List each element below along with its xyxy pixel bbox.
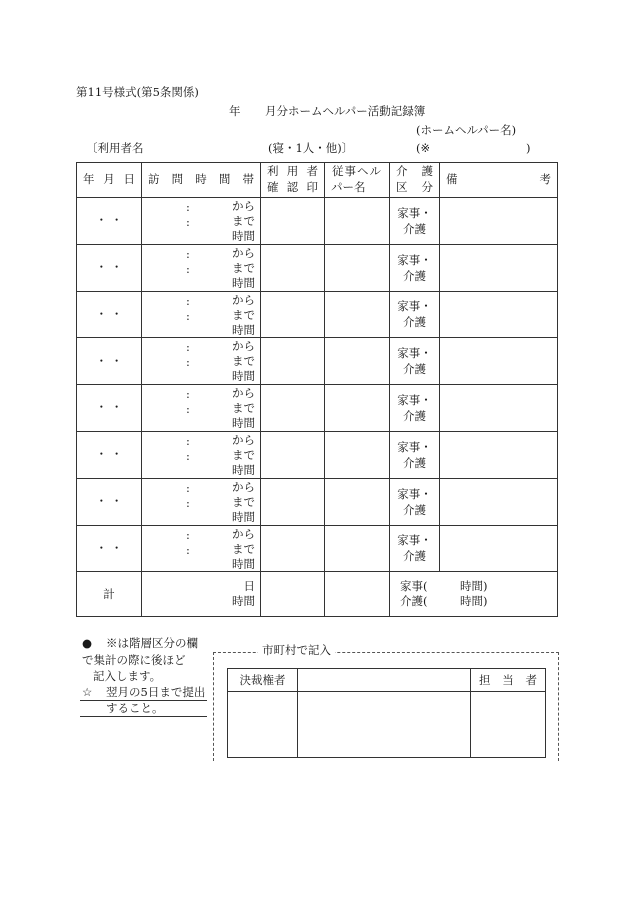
helper-name-cell[interactable]: [325, 525, 390, 572]
time-colon-end: :: [186, 448, 190, 463]
total-row: [77, 572, 558, 617]
time-until-label: まで: [232, 307, 255, 322]
header-kind-char: 区: [396, 180, 408, 194]
header-date-day: 日: [123, 172, 135, 187]
table-row: [77, 198, 558, 245]
kind-housework: 家事・: [397, 393, 432, 408]
visit-time-cell[interactable]: [142, 338, 261, 385]
total-care-hours: 時間): [460, 594, 488, 609]
table-row: [77, 431, 558, 478]
care-kind-cell[interactable]: [390, 525, 440, 572]
approval-header-row: [228, 669, 546, 692]
time-hours-label: 時間: [232, 416, 255, 431]
date-cell[interactable]: [77, 478, 142, 525]
helper-name-cell[interactable]: [325, 478, 390, 525]
time-from-label: から: [232, 292, 255, 307]
care-kind-cell[interactable]: [390, 385, 440, 432]
helper-name-cell[interactable]: [325, 431, 390, 478]
date-cell[interactable]: [77, 291, 142, 338]
header-time-char: 時: [195, 172, 207, 187]
date-cell[interactable]: [77, 338, 142, 385]
time-until-label: まで: [232, 401, 255, 416]
visit-time-cell[interactable]: [142, 478, 261, 525]
time-hours-label: 時間: [232, 509, 255, 524]
note-underline: [80, 700, 207, 701]
header-user-confirm: [261, 163, 325, 198]
header-time-char: 間: [218, 172, 231, 187]
note-star: ☆: [82, 685, 93, 699]
time-colon-end: :: [186, 215, 190, 229]
date-dots: ・ ・: [95, 493, 123, 508]
time-until-label: まで: [232, 260, 255, 275]
date-dots: ・ ・: [95, 400, 123, 415]
time-colon-start: :: [186, 387, 190, 402]
header-remarks-char: 備: [446, 172, 458, 187]
municipal-box-label: 市町村で記入: [258, 645, 335, 657]
time-colon-start: :: [186, 433, 190, 448]
time-colon-end: :: [186, 355, 190, 370]
kind-care: 介護: [403, 409, 426, 424]
helper-name-cell[interactable]: [325, 291, 390, 338]
time-hours-label: 時間: [232, 369, 255, 384]
header-care-kind: [390, 163, 440, 198]
user-status-label: (寝・1人・他)〕: [268, 141, 354, 155]
time-until-label: まで: [232, 494, 255, 509]
time-colon-start: :: [186, 293, 190, 308]
remarks-cell[interactable]: [440, 385, 558, 432]
date-cell[interactable]: [77, 385, 142, 432]
time-colon-end: :: [186, 261, 190, 276]
remarks-cell[interactable]: [440, 338, 558, 385]
kind-housework: 家事・: [397, 533, 432, 548]
visit-time-cell[interactable]: [142, 525, 261, 572]
time-colon-end: :: [186, 308, 190, 323]
total-housework-hours: 時間): [460, 578, 488, 593]
time-until-label: まで: [232, 214, 255, 228]
header-date: [77, 163, 142, 198]
care-kind-cell[interactable]: [390, 478, 440, 525]
care-kind-cell[interactable]: [390, 338, 440, 385]
header-confirm-char: 確: [267, 180, 279, 194]
approver-label: 決裁権者: [228, 669, 298, 692]
time-hours-label: 時間: [232, 229, 255, 243]
table-row: [77, 478, 558, 525]
visit-time-cell[interactable]: [142, 385, 261, 432]
remarks-cell[interactable]: [440, 291, 558, 338]
header-date-month: 月: [103, 172, 115, 187]
visit-time-cell[interactable]: [142, 431, 261, 478]
approval-blank-header: [298, 669, 471, 692]
time-until-label: まで: [232, 447, 255, 462]
kind-care: 介護: [403, 268, 426, 283]
kind-care: 介護: [403, 455, 426, 470]
helper-name-label: (ホームヘルパー名): [416, 123, 517, 137]
staff-label-char: 担: [479, 673, 491, 687]
total-confirm-cell[interactable]: [261, 572, 325, 617]
note-bullet: ●: [82, 636, 93, 650]
visit-time-cell[interactable]: [142, 291, 261, 338]
kind-housework: 家事・: [397, 486, 432, 501]
header-kind-char: 護: [421, 164, 433, 179]
time-colon-start: :: [186, 480, 190, 495]
helper-name-cell[interactable]: [325, 198, 390, 245]
date-cell[interactable]: [77, 525, 142, 572]
header-helper-line2: パー名: [331, 180, 366, 194]
user-confirm-cell[interactable]: [261, 525, 325, 572]
total-time-cell[interactable]: [142, 572, 261, 617]
header-visit-time: [142, 163, 261, 198]
time-until-label: まで: [232, 354, 255, 369]
total-days-unit: 日: [243, 578, 255, 593]
time-from-label: から: [232, 245, 255, 260]
user-confirm-cell[interactable]: [261, 198, 325, 245]
header-confirm-char: 印: [306, 180, 318, 194]
header-confirm-char: 利: [267, 164, 279, 179]
time-until-label: まで: [232, 541, 255, 556]
total-housework-label: 家事(: [400, 578, 428, 593]
header-remarks-char: 考: [539, 172, 551, 187]
remarks-cell[interactable]: [440, 478, 558, 525]
note-underline: [80, 716, 207, 717]
header-helper-line1: 従事ヘル: [332, 164, 382, 179]
approval-stamp-row: [228, 692, 546, 758]
time-colon-start: :: [186, 200, 190, 214]
remarks-cell[interactable]: [440, 431, 558, 478]
header-time-char: 訪: [148, 172, 160, 187]
user-confirm-cell[interactable]: [261, 385, 325, 432]
form-number: 第11号様式(第5条関係): [76, 85, 199, 99]
asterisk-close: ): [526, 141, 531, 155]
date-cell[interactable]: [77, 198, 142, 245]
date-dots: ・ ・: [95, 540, 123, 555]
visit-time-cell[interactable]: [142, 244, 261, 291]
approver-stamp-cell[interactable]: [228, 692, 298, 758]
kind-care: 介護: [403, 315, 426, 330]
kind-housework: 家事・: [397, 205, 432, 220]
visit-time-cell[interactable]: [142, 198, 261, 245]
care-kind-cell[interactable]: [390, 291, 440, 338]
activity-record-table: [76, 162, 558, 617]
header-time-char: 問: [171, 172, 184, 187]
time-from-label: から: [232, 386, 255, 401]
table-row: [77, 244, 558, 291]
care-kind-cell[interactable]: [390, 244, 440, 291]
user-confirm-cell[interactable]: [261, 244, 325, 291]
table-row: [77, 291, 558, 338]
table-row: [77, 338, 558, 385]
total-hours-unit: 時間: [232, 594, 255, 609]
remarks-cell[interactable]: [440, 244, 558, 291]
time-colon-end: :: [186, 495, 190, 510]
header-date-year: 年: [83, 172, 95, 187]
note-line-2: で集計の際に後ほど: [82, 653, 186, 667]
page-title: 月分ホームヘルパー活動記録簿: [265, 104, 426, 118]
user-confirm-cell[interactable]: [261, 431, 325, 478]
header-remarks: [440, 163, 558, 198]
table-row: [77, 385, 558, 432]
note-line-1: ※は階層区分の欄: [106, 636, 198, 650]
date-dots: ・ ・: [95, 306, 123, 321]
note-line-5: すること。: [106, 701, 164, 715]
total-kind-cell[interactable]: [390, 572, 558, 617]
remarks-cell[interactable]: [440, 525, 558, 572]
staff-label-char: 当: [502, 673, 514, 687]
kind-care: 介護: [403, 362, 426, 377]
total-care-label: 介護(: [400, 594, 428, 609]
helper-name-cell[interactable]: [325, 244, 390, 291]
kind-care: 介護: [403, 549, 426, 564]
table-row: [77, 525, 558, 572]
header-time-char: 帯: [242, 172, 254, 187]
staff-label: [471, 669, 546, 692]
user-confirm-cell[interactable]: [261, 478, 325, 525]
kind-care: 介護: [403, 502, 426, 517]
time-colon-start: :: [186, 527, 190, 542]
header-confirm-char: 者: [306, 164, 318, 179]
header-helper-name: [325, 163, 390, 198]
time-colon-end: :: [186, 402, 190, 417]
time-hours-label: 時間: [232, 322, 255, 337]
approval-blank-cell[interactable]: [298, 692, 471, 758]
time-from-label: から: [232, 432, 255, 447]
user-confirm-cell[interactable]: [261, 291, 325, 338]
staff-label-char: 者: [525, 673, 537, 687]
time-colon-end: :: [186, 542, 190, 557]
helper-name-cell[interactable]: [325, 338, 390, 385]
asterisk-open: (※: [416, 141, 431, 155]
note-line-3: 記入します。: [93, 669, 162, 683]
date-dots: ・ ・: [95, 213, 123, 228]
care-kind-cell[interactable]: [390, 431, 440, 478]
time-from-label: から: [232, 199, 255, 213]
header-kind-char: 分: [421, 180, 433, 194]
total-helper-cell[interactable]: [325, 572, 390, 617]
helper-name-cell[interactable]: [325, 385, 390, 432]
table-header-row: [77, 163, 558, 198]
time-from-label: から: [232, 479, 255, 494]
date-cell[interactable]: [77, 431, 142, 478]
remarks-cell[interactable]: [440, 198, 558, 245]
year-label: 年: [229, 104, 241, 118]
header-kind-char: 介: [396, 164, 408, 179]
user-name-label: 〔利用者名: [86, 141, 144, 155]
time-from-label: から: [232, 339, 255, 354]
time-colon-start: :: [186, 340, 190, 355]
date-dots: ・ ・: [95, 353, 123, 368]
staff-stamp-cell[interactable]: [471, 692, 546, 758]
kind-care: 介護: [403, 221, 426, 236]
header-confirm-char: 用: [286, 164, 299, 179]
total-label: 計: [77, 572, 142, 617]
time-hours-label: 時間: [232, 556, 255, 571]
date-dots: ・ ・: [95, 259, 123, 274]
time-colon-start: :: [186, 246, 190, 261]
kind-housework: 家事・: [397, 299, 432, 314]
kind-housework: 家事・: [397, 346, 432, 361]
note-line-4: 翌月の5日まで提出: [106, 685, 206, 699]
kind-housework: 家事・: [397, 252, 432, 267]
time-from-label: から: [232, 526, 255, 541]
date-dots: ・ ・: [95, 447, 123, 462]
time-hours-label: 時間: [232, 462, 255, 477]
user-confirm-cell[interactable]: [261, 338, 325, 385]
kind-housework: 家事・: [397, 439, 432, 454]
care-kind-cell[interactable]: [390, 198, 440, 245]
time-hours-label: 時間: [232, 275, 255, 290]
approval-table: [227, 668, 546, 758]
date-cell[interactable]: [77, 244, 142, 291]
header-confirm-char: 認: [286, 180, 299, 194]
